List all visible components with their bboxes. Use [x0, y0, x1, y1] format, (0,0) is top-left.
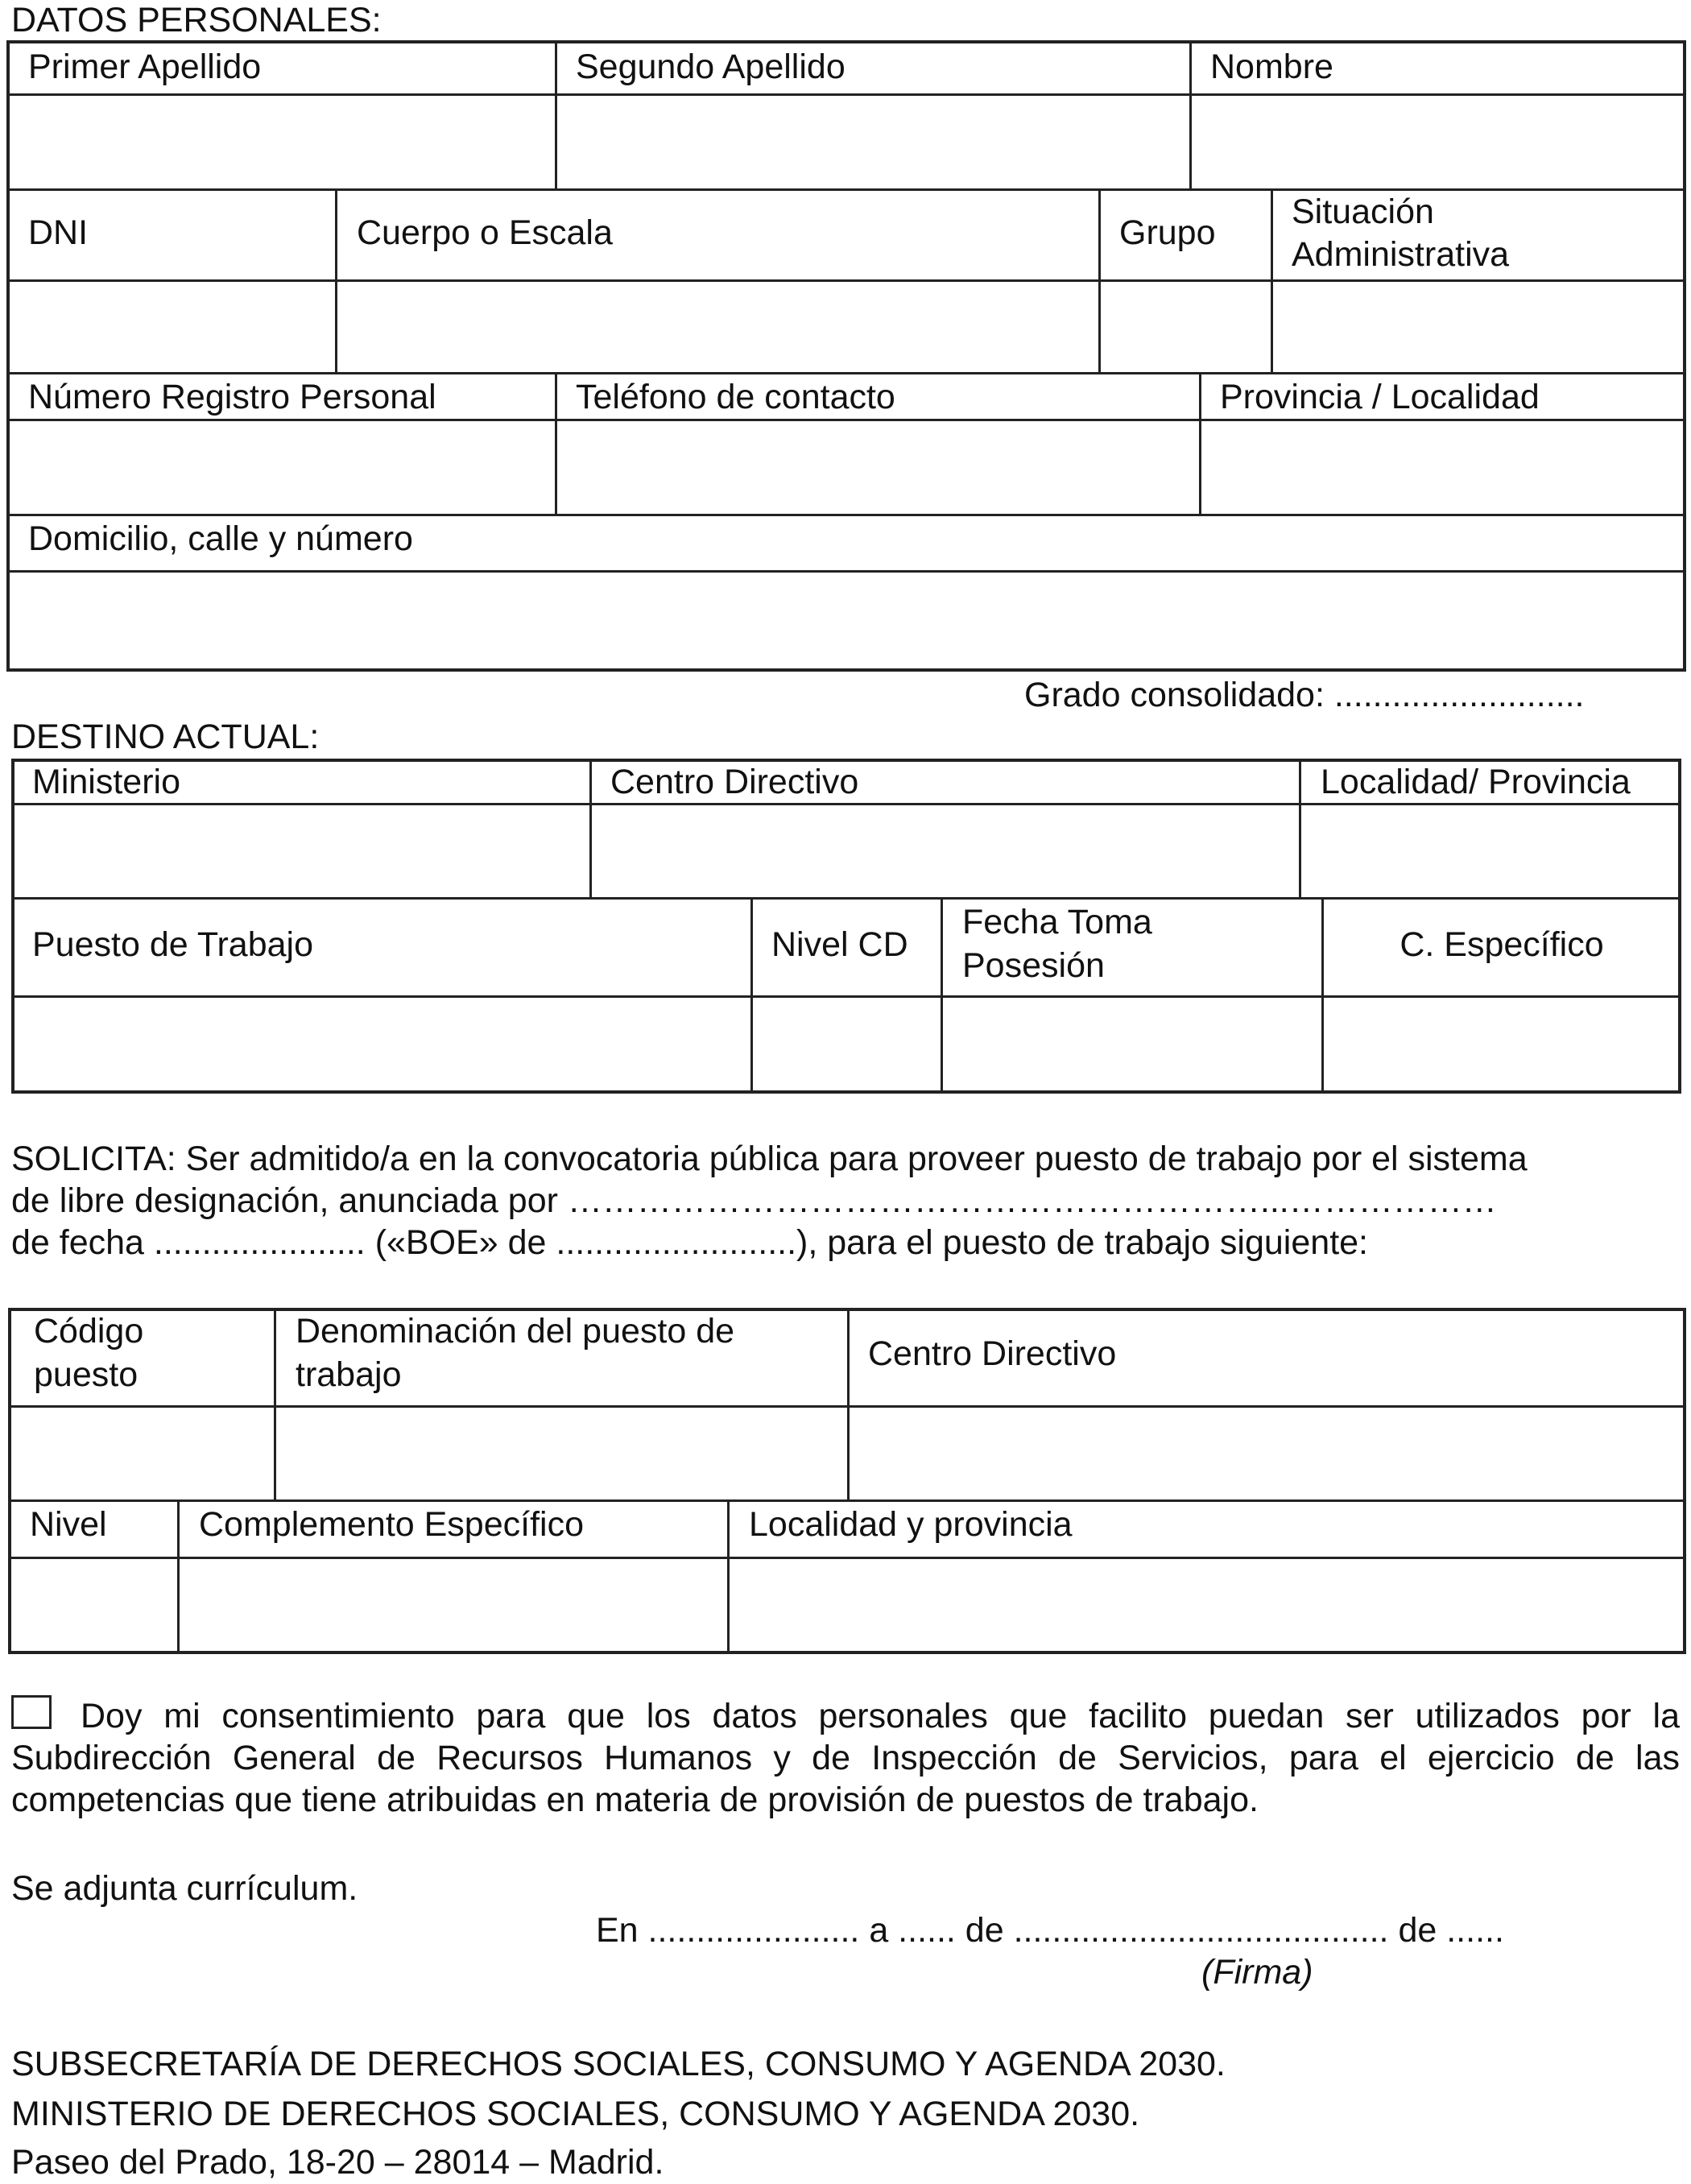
divider	[1189, 40, 1192, 190]
divider	[750, 897, 753, 1094]
nombre-field[interactable]	[1193, 97, 1683, 187]
denominacion-field[interactable]	[277, 1408, 846, 1498]
fecha-toma-field[interactable]	[944, 999, 1320, 1090]
divider	[8, 1557, 1686, 1559]
localidad-provincia-solicitado-label: Localidad y provincia	[749, 1505, 1073, 1544]
centro-directivo-field[interactable]	[593, 806, 1297, 896]
divider	[6, 514, 1686, 516]
divider	[11, 995, 1681, 998]
grado-consolidado: Grado consolidado: ..........................	[1024, 676, 1585, 714]
centro-directivo-label: Centro Directivo	[610, 763, 859, 801]
divider	[1199, 372, 1201, 515]
grupo-label: Grupo	[1119, 213, 1216, 252]
puesto-trabajo-field[interactable]	[14, 999, 749, 1090]
c-especifico-label: C. Específico	[1400, 925, 1604, 964]
provincia-localidad-label: Provincia / Localidad	[1220, 378, 1540, 416]
footer-line1: SUBSECRETARÍA DE DERECHOS SOCIALES, CONSUMO Y AGENDA 2030.	[11, 2045, 1226, 2083]
complemento-field[interactable]	[180, 1560, 726, 1651]
divider	[555, 372, 557, 515]
place-date-line: En ...................... a ...... de ....................................... de ......	[596, 1911, 1504, 1950]
segundo-apellido-label: Segundo Apellido	[576, 48, 846, 86]
solicita-line2: de libre designación, anunciada por ……………………………………………………...………………	[11, 1181, 1497, 1220]
situacion-label-line2: Administrativa	[1292, 235, 1510, 274]
cuerpo-escala-field[interactable]	[338, 283, 1097, 370]
nombre-label: Nombre	[1210, 48, 1333, 86]
signature-label: (Firma)	[1201, 1953, 1313, 1992]
situacion-field[interactable]	[1274, 283, 1683, 370]
fecha-toma-label-line2: Posesión	[962, 946, 1105, 985]
curriculum-note: Se adjunta currículum.	[11, 1869, 358, 1908]
divider	[6, 419, 1686, 421]
personal-section-title: DATOS PERSONALES:	[11, 1, 382, 39]
divider	[6, 279, 1686, 282]
divider	[6, 570, 1686, 573]
footer-line2: MINISTERIO DE DERECHOS SOCIALES, CONSUMO Y AGENDA 2030.	[11, 2095, 1140, 2133]
denominacion-label-line2: trabajo	[296, 1355, 402, 1394]
provincia-localidad-field[interactable]	[1202, 422, 1683, 512]
divider	[6, 93, 1686, 96]
divider	[589, 759, 592, 899]
footer-line3: Paseo del Prado, 18-20 – 28014 – Madrid.	[11, 2143, 664, 2182]
cuerpo-escala-label: Cuerpo o Escala	[357, 213, 613, 252]
divider	[11, 897, 1681, 900]
telefono-label: Teléfono de contacto	[576, 378, 895, 416]
fecha-toma-label-line1: Fecha Toma	[962, 903, 1152, 941]
divider	[727, 1499, 730, 1654]
divider	[335, 188, 337, 374]
telefono-field[interactable]	[558, 422, 1197, 512]
numero-registro-field[interactable]	[10, 422, 553, 512]
domicilio-field[interactable]	[10, 573, 1683, 668]
destino-section-title: DESTINO ACTUAL:	[11, 718, 320, 756]
numero-registro-label: Número Registro Personal	[28, 378, 436, 416]
dni-field[interactable]	[10, 283, 333, 370]
codigo-puesto-label-line1: Código	[34, 1312, 144, 1351]
puesto-trabajo-label: Puesto de Trabajo	[32, 925, 314, 964]
primer-apellido-field[interactable]	[10, 97, 553, 187]
primer-apellido-label: Primer Apellido	[28, 48, 262, 86]
ministerio-field[interactable]	[14, 806, 588, 896]
solicita-line1: SOLICITA: Ser admitido/a en la convocatoria pública para proveer puesto de trabajo por el sistema	[11, 1140, 1528, 1178]
divider	[941, 897, 943, 1094]
divider	[1098, 188, 1101, 374]
grupo-field[interactable]	[1102, 283, 1269, 370]
centro-directivo-solicitado-field[interactable]	[850, 1408, 1683, 1498]
divider	[555, 40, 557, 190]
localidad-provincia-label: Localidad/ Provincia	[1321, 763, 1631, 801]
c-especifico-field[interactable]	[1325, 999, 1678, 1090]
consent-line3: competencias que tiene atribuidas en materia de provisión de puestos de trabajo.	[11, 1781, 1259, 1819]
codigo-puesto-field[interactable]	[11, 1408, 272, 1498]
situacion-label-line1: Situación	[1292, 192, 1434, 231]
solicita-line3: de fecha ...................... («BOE» de .........................), para el puesto de trabajo siguiente:	[11, 1223, 1368, 1262]
nivel-cd-field[interactable]	[754, 999, 939, 1090]
denominacion-label-line1: Denominación del puesto de	[296, 1312, 735, 1351]
consent-line2: Subdirección General de Recursos Humanos y de Inspección de Servicios, para el ejercicio de las	[11, 1739, 1680, 1777]
divider	[177, 1499, 180, 1654]
codigo-puesto-label-line2: puesto	[34, 1355, 139, 1394]
nivel-field[interactable]	[11, 1560, 176, 1651]
segundo-apellido-field[interactable]	[558, 97, 1188, 187]
centro-directivo-solicitado-label: Centro Directivo	[868, 1334, 1117, 1373]
nivel-label: Nivel	[30, 1505, 107, 1544]
nivel-cd-label: Nivel CD	[771, 925, 908, 964]
divider	[274, 1308, 276, 1501]
dni-label: DNI	[28, 213, 89, 252]
localidad-provincia-field[interactable]	[1302, 806, 1678, 896]
divider	[1271, 188, 1273, 374]
ministerio-label: Ministerio	[32, 763, 180, 801]
divider	[1321, 897, 1324, 1094]
consent-line1: Doy mi consentimiento para que los datos personales que facilito puedan ser utilizados por la	[81, 1697, 1680, 1735]
complemento-label: Complemento Específico	[199, 1505, 584, 1544]
divider	[6, 372, 1686, 374]
localidad-provincia-solicitado-field[interactable]	[730, 1560, 1683, 1651]
divider	[6, 188, 1686, 191]
divider	[1299, 759, 1301, 899]
domicilio-label: Domicilio, calle y número	[28, 519, 413, 558]
divider	[847, 1308, 850, 1501]
